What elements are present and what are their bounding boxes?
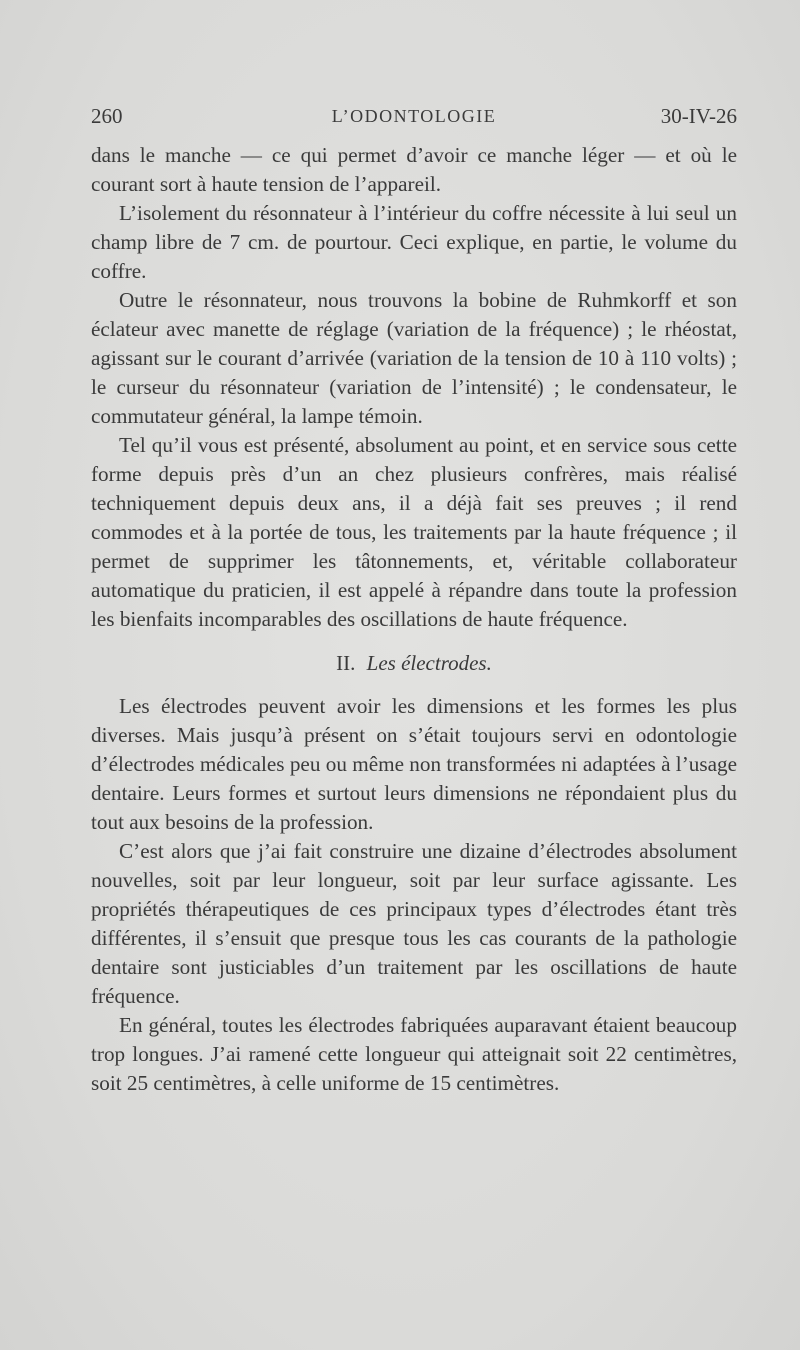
running-header (91, 104, 737, 134)
paragraph: dans le manche — ce qui permet d’avoir ce manche léger — et où le courant sort à haute tension de l’appareil. (91, 143, 737, 196)
section-title: Les électrodes. (366, 651, 492, 675)
paragraph: L’isolement du résonnateur à l’intérieur du coffre nécessite à lui seul un champ libre de 7 cm. de pourtour. Ceci explique, en partie, le volume du coffre. (91, 201, 737, 283)
paragraph: C’est alors que j’ai fait construire une dizaine d’électrodes absolument nouvelles, soit par leur longueur, soit par leur surface agissante. Les propriétés thérapeutiques de ces principaux types d’électrodes étant très différentes, il s’ensuit que presque tous les cas courants de la pathologie dentaire sont justiciables d’un traitement par les oscillations de haute fréquence. (91, 839, 737, 1008)
paragraph: Les électrodes peuvent avoir les dimensions et les formes les plus diverses. Mais jusqu’à présent on s’était toujours servi en odontologie d’électrodes médicales peu ou même non transformées ni adaptées à l’usage dentaire. Leurs formes et surtout leurs dimensions ne répondaient plus du tout aux besoins de la profession. (91, 694, 737, 834)
section-number: II. (336, 651, 356, 675)
issue-date: 30-IV-26 (660, 104, 737, 128)
paragraph: Tel qu’il vous est présenté, absolument au point, et en service sous cette forme depuis près d’un an chez plusieurs confrères, mais réalisé techniquement depuis deux ans, il a déjà fait ses preuves ; il rend commodes et à la portée de tous, les traitements par la haute fréquence ; il permet de supprimer les tâtonnements, et, véritable collaborateur automatique du praticien, il est appelé à répandre dans toute la profession les bienfaits incomparables des oscillations de haute fréquence. (91, 433, 737, 631)
paragraph: En général, toutes les électrodes fabriquées auparavant étaient beaucoup trop longues. J’ai ramené cette longueur qui atteignait soit 22 centimètres, soit 25 centimètres, à celle uniforme de 15 centimètres. (91, 1013, 737, 1095)
body-text (91, 141, 737, 1098)
paragraph: Outre le résonnateur, nous trouvons la bobine de Ruhmkorff et son éclateur avec manette de réglage (variation de la fréquence) ; le rhéostat, agissant sur le courant d’arrivée (variation de la tension de 10 à 110 volts) ; le curseur du résonnateur (variation de l’intensité) ; le condensateur, le commutateur général, la lampe témoin. (91, 288, 737, 428)
section-heading (91, 649, 737, 678)
journal-title: L’ODONTOLOGIE (331, 106, 497, 126)
page-number: 260 (91, 104, 123, 128)
